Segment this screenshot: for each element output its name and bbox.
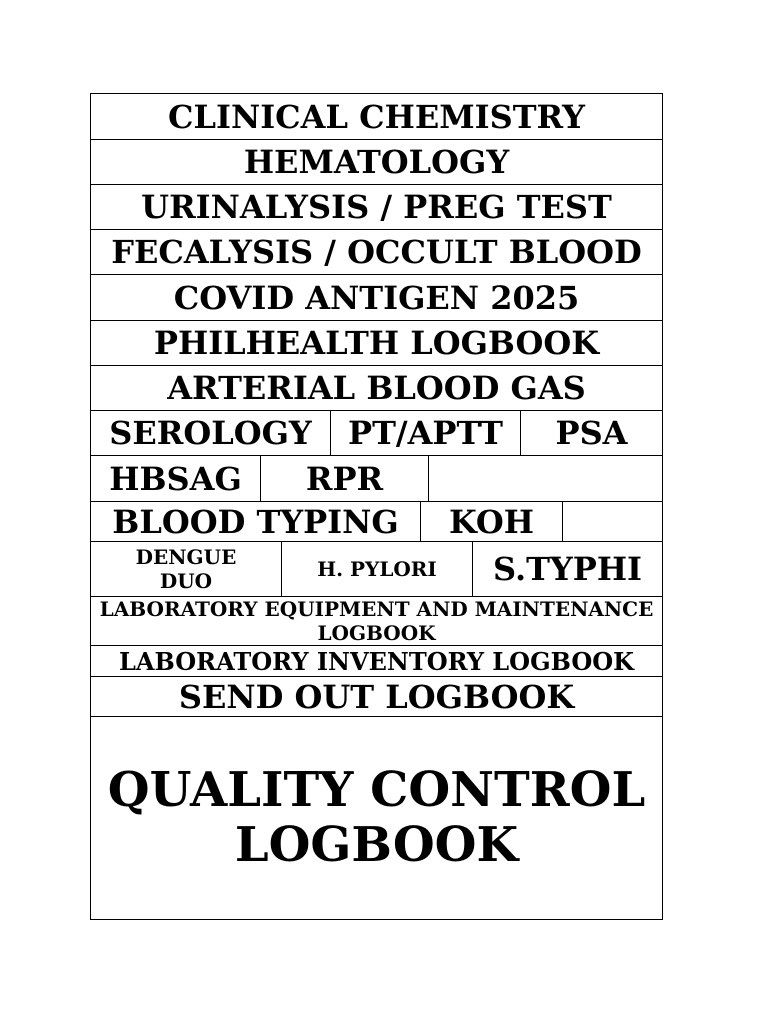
inventory-label: LABORATORY INVENTORY LOGBOOK [118,646,634,676]
dengue-duo-line2: DUO [159,569,213,593]
arterial-blood-gas-row [91,366,662,411]
urinalysis-row [91,185,662,230]
equipment-maintenance-line1: LABORATORY EQUIPMENT AND MAINTENANCE [99,597,654,621]
pt-aptt-label: PT/APTT [348,414,503,452]
quality-control-line2: LOGBOOK [234,817,519,873]
covid-antigen-row [91,275,662,321]
send-out-row [91,677,662,717]
hbsag-cell [91,456,260,501]
h-pylori-label: H. PYLORI [317,557,437,581]
hematology-label: HEMATOLOGY [243,143,510,181]
dengue-duo-cell [91,542,281,596]
blood-typing-cell [91,502,420,541]
h-pylori-cell [282,542,472,596]
koh-cell [421,502,562,541]
psa-cell [521,411,662,455]
inventory-row [91,646,662,677]
urinalysis-label: URINALYSIS / PREG TEST [141,188,612,226]
quality-control-line1: QUALITY CONTROL [107,761,646,818]
arterial-blood-gas-label: ARTERIAL BLOOD GAS [167,369,586,407]
koh-label: KOH [448,502,535,541]
s-typhi-label: S.TYPHI [492,550,643,588]
clinical-chemistry-label: CLINICAL CHEMISTRY [168,97,585,136]
blank-cell [429,456,662,501]
send-out-label: SEND OUT LOGBOOK [178,677,575,716]
blank-cell [563,502,662,541]
fecalysis-label: FECALYSIS / OCCULT BLOOD [111,233,642,271]
serology-row [91,411,662,456]
logbook-label-table [90,93,663,920]
pt-aptt-cell [331,411,520,455]
blood-typing-label: BLOOD TYPING [112,502,399,541]
rpr-cell [261,456,428,501]
philhealth-label: PHILHEALTH LOGBOOK [153,324,600,362]
hematology-row [91,140,662,185]
psa-label: PSA [555,414,628,452]
hbsag-row [91,456,662,502]
serology-cell [91,411,330,455]
philhealth-row [91,321,662,366]
blood-typing-row [91,502,662,542]
covid-antigen-label: COVID ANTIGEN 2025 [173,278,580,317]
serology-label: SEROLOGY [109,414,312,452]
rpr-label: RPR [305,459,384,498]
s-typhi-cell [473,542,662,596]
clinical-chemistry-row [91,94,662,140]
equipment-maintenance-row [91,597,662,646]
dengue-duo-line1: DENGUE [135,545,237,569]
fecalysis-row [91,230,662,275]
dengue-row [91,542,662,597]
equipment-maintenance-line2: LOGBOOK [317,621,436,645]
quality-control-row [91,717,662,919]
hbsag-label: HBSAG [109,459,242,498]
